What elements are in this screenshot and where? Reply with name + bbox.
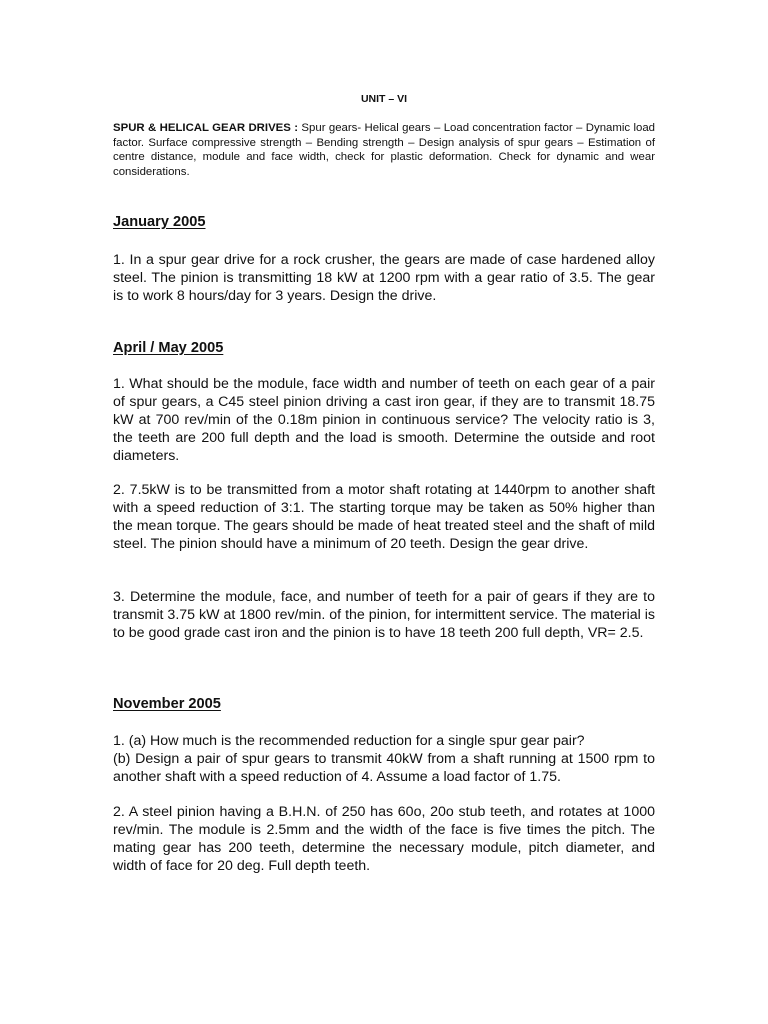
question-nov2005-1a: 1. (a) How much is the recommended reduction for a single spur gear pair? [113, 733, 585, 749]
syllabus-paragraph [113, 121, 655, 179]
question-jan2005-1: 1. In a spur gear drive for a rock crusher, the gears are made of case hardened alloy steel. The pinion is transmitting 18 kW at 1200 rpm with a gear ratio of 3.5. The gear is to work 8 hours/day for 3 years. Design the drive. [113, 252, 655, 304]
unit-title: UNIT – VI [360, 93, 408, 105]
syllabus-text: Spur gears- Helical gears – Load concentration factor – Dynamic load factor. Surface compressive strength – Bending strength – Design analysis of spur gears – Estimation of centre distance, module and face width, check for plastic deformation. Check for dynamic and wear considerations. [113, 122, 655, 178]
question-aprmay2005-3: 3. Determine the module, face, and number of teeth for a pair of gears if they are to transmit 3.75 kW at 1800 rev/min. of the pinion, for intermittent service. The material is to be good grade cast iron and the pinion is to have 18 teeth 200 full depth, VR= 2.5. [113, 589, 655, 641]
section-heading-april-may-2005: April / May 2005 [113, 340, 224, 356]
question-nov2005-2: 2. A steel pinion having a B.H.N. of 250 has 60o, 20o stub teeth, and rotates at 1000 rev/min. The module is 2.5mm and the width of the face is five times the pitch. The mating gear has 200 teeth, determine the necessary module, pitch diameter, and width of face for 20 deg. Full depth teeth. [113, 804, 655, 874]
question-aprmay2005-1: 1. What should be the module, face width and number of teeth on each gear of a pair of spur gears, a C45 steel pinion driving a cast iron gear, if they are to transmit 18.75 kW at 700 rev/min of the 0.18m pinion in continuous service? The velocity ratio is 3, the teeth are 200 full depth and the load is smooth. Determine the outside and root diameters. [113, 376, 655, 464]
section-heading-november-2005: November 2005 [113, 696, 221, 712]
question-nov2005-1 [113, 733, 655, 787]
section-heading-january-2005: January 2005 [113, 214, 206, 230]
question-nov2005-1b: (b) Design a pair of spur gears to transmit 40kW from a shaft running at 1500 rpm to another shaft with a speed reduction of 4. Assume a load factor of 1.75. [113, 750, 655, 785]
question-aprmay2005-2: 2. 7.5kW is to be transmitted from a motor shaft rotating at 1440rpm to another shaft with a speed reduction of 3:1. The starting torque may be taken as 50% higher than the mean torque. The gears should be made of heat treated steel and the shaft of mild steel. The pinion should have a minimum of 20 teeth. Design the gear drive. [113, 482, 655, 552]
syllabus-lead: SPUR & HELICAL GEAR DRIVES : [113, 122, 299, 134]
